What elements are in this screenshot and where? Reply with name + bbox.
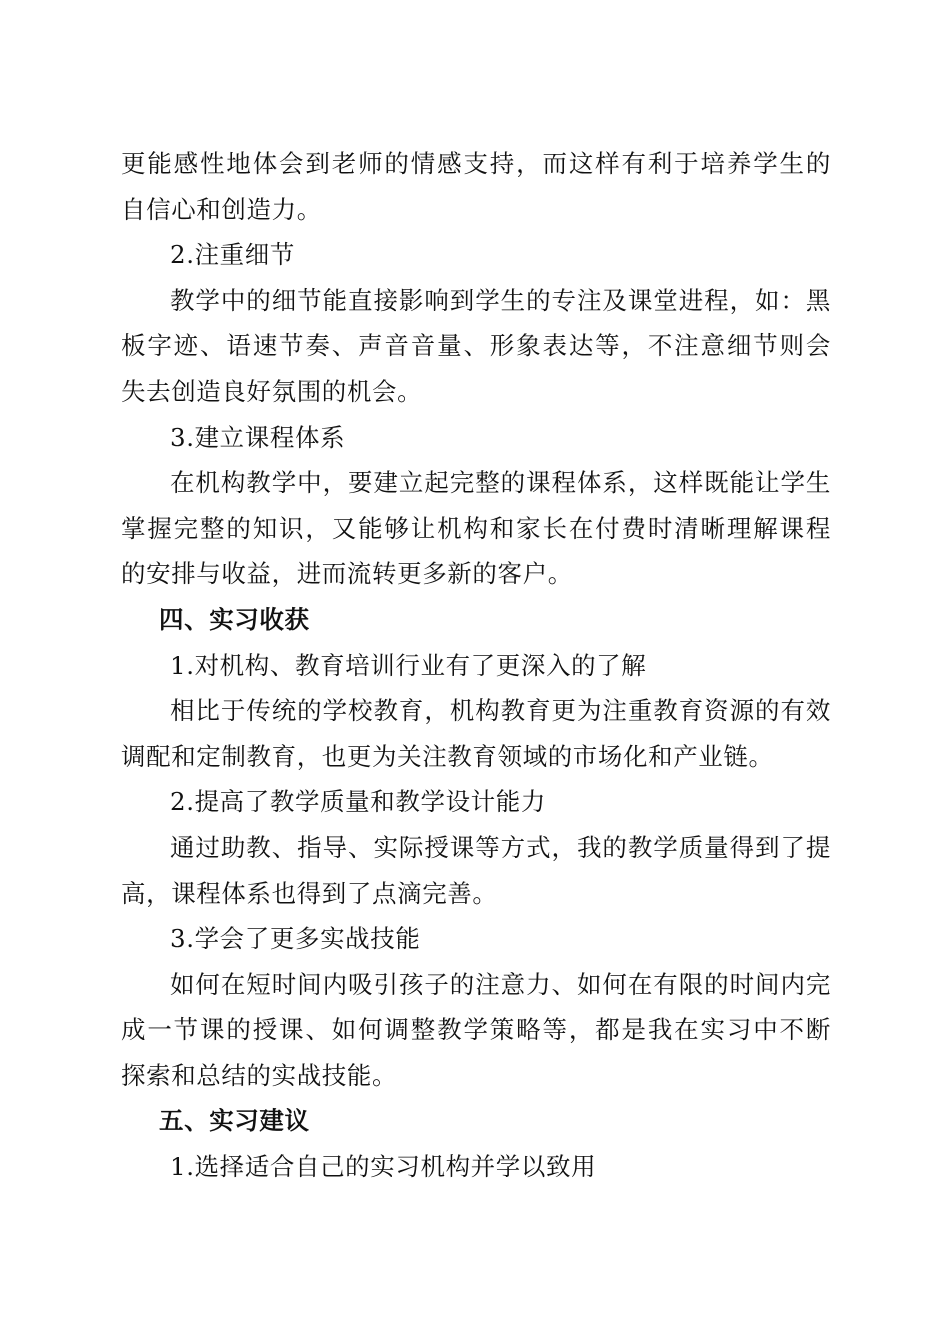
paragraph-line: 通过助教、指导、实际授课等方式，我的教学质量得到了提 [170, 832, 831, 862]
document-page [121, 141, 831, 1190]
paragraph-line: 掌握完整的知识，又能够让机构和家长在付费时清晰理解课程 [121, 513, 831, 543]
subheading-2: 2.注重细节 [170, 240, 295, 270]
subheading-1: 1.选择适合自己的实习机构并学以致用 [170, 1152, 597, 1182]
subheading-1: 1.对机构、教育培训行业有了更深入的了解 [170, 650, 647, 680]
paragraph-line: 调配和定制教育，也更为关注教育领域的市场化和产业链。 [121, 741, 774, 771]
subheading-2: 2.提高了教学质量和教学设计能力 [170, 787, 546, 817]
paragraph-line: 教学中的细节能直接影响到学生的专注及课堂进程，如：黑 [170, 285, 831, 315]
paragraph-line: 相比于传统的学校教育，机构教育更为注重教育资源的有效 [170, 696, 831, 726]
paragraph-line: 如何在短时间内吸引孩子的注意力、如何在有限的时间内完 [170, 969, 831, 999]
section-heading-4: 四、实习收获 [159, 604, 310, 634]
paragraph-line: 高，课程体系也得到了点滴完善。 [121, 878, 498, 908]
paragraph-line: 在机构教学中，要建立起完整的课程体系，这样既能让学生 [170, 468, 831, 498]
paragraph-line: 失去创造良好氛围的机会。 [121, 376, 423, 406]
subheading-3: 3.学会了更多实战技能 [170, 924, 421, 954]
paragraph-line: 探索和总结的实战技能。 [121, 1060, 398, 1090]
paragraph-line: 的安排与收益，进而流转更多新的客户。 [121, 559, 573, 589]
paragraph-line: 板字迹、语速节奏、声音音量、形象表达等，不注意细节则会 [121, 331, 831, 361]
subheading-3: 3.建立课程体系 [170, 422, 346, 452]
section-heading-5: 五、实习建议 [159, 1106, 310, 1136]
paragraph-line: 成一节课的授课、如何调整教学策略等，都是我在实习中不断 [121, 1015, 831, 1045]
paragraph-line: 更能感性地体会到老师的情感支持，而这样有利于培养学生的 [121, 149, 831, 178]
paragraph-line: 自信心和创造力。 [121, 194, 322, 224]
